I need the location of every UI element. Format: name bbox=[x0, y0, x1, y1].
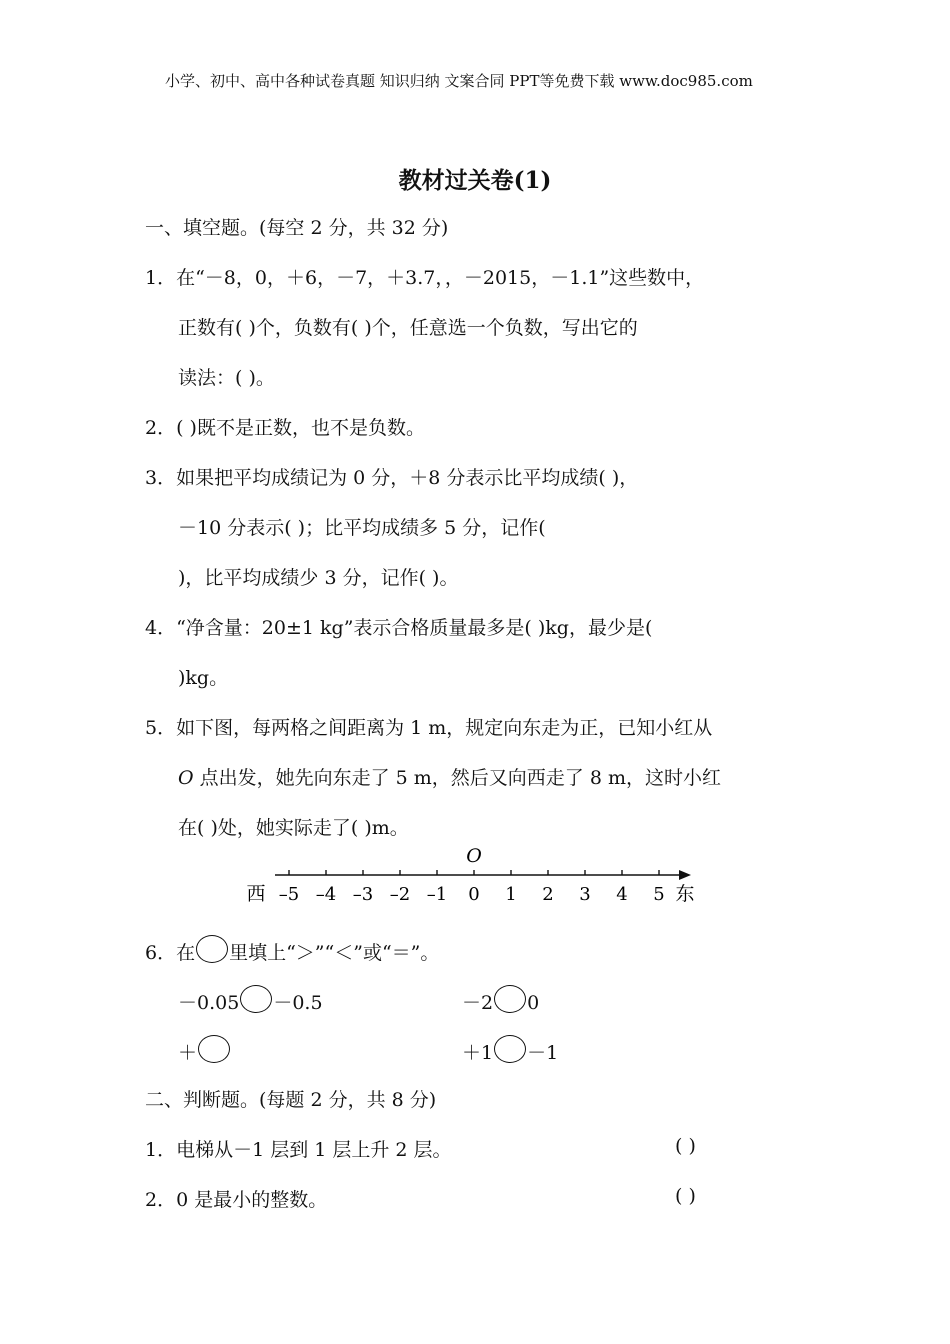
q1-line2: 正数有( )个，负数有( )个，任意选一个负数，写出它的 bbox=[178, 317, 638, 339]
number-line-tick-label: –5 bbox=[278, 884, 300, 905]
judge-answer-1[interactable]: ( ) bbox=[675, 1135, 696, 1157]
judge-item-2: 2．0 是最小的整数。 bbox=[145, 1189, 328, 1211]
q4-line1: 4．“净含量：20±1 kg”表示合格质量最多是( )kg，最少是( bbox=[145, 617, 653, 639]
q5-origin-letter: O bbox=[178, 767, 194, 789]
q2-line1: 2．( )既不是正数，也不是负数。 bbox=[145, 417, 425, 439]
q6-d-left: ＋1 bbox=[462, 1042, 494, 1064]
q6-instruction bbox=[145, 935, 439, 965]
q6-item-b bbox=[462, 985, 539, 1015]
number-line-tick-label: 5 bbox=[653, 884, 665, 905]
number-line-tick-label: 2 bbox=[542, 884, 554, 905]
number-line-tick-label: –2 bbox=[389, 884, 411, 905]
q6-c-left: ＋ bbox=[178, 1042, 198, 1064]
q1-line3: 读法：( )。 bbox=[178, 367, 275, 389]
section1-heading: 一、填空题。(每空 2 分，共 32 分) bbox=[145, 217, 449, 239]
q5-line2 bbox=[178, 763, 721, 790]
number-line-origin-label: O bbox=[466, 845, 482, 867]
number-line-tick-label: –3 bbox=[352, 884, 374, 905]
q1-line1: 1．在“－8，0，＋6，－7，＋3.7，，－2015，－1.1”这些数中， bbox=[145, 267, 705, 289]
page-header: 小学、初中、高中各种试卷真题 知识归纳 文案合同 PPT等免费下载 www.doc985.com bbox=[165, 72, 753, 90]
number-line-tick-label: 0 bbox=[468, 884, 480, 905]
q6-item-a bbox=[178, 985, 323, 1015]
blank-circle bbox=[196, 935, 228, 963]
q6-c-circle[interactable] bbox=[198, 1035, 230, 1063]
q6-b-left: －2 bbox=[462, 992, 494, 1014]
page-title: 教材过关卷(1) bbox=[398, 167, 552, 194]
q3-line3: )，比平均成绩少 3 分，记作( )。 bbox=[178, 567, 459, 589]
number-line-tick-label: 4 bbox=[616, 884, 628, 905]
q6-a-left: －0.05 bbox=[178, 992, 240, 1014]
number-line-west-label: 西 bbox=[246, 883, 266, 905]
q6-d-right: －1 bbox=[527, 1042, 559, 1064]
judge-item-1: 1．电梯从－1 层到 1 层上升 2 层。 bbox=[145, 1139, 452, 1161]
q4-line2: )kg。 bbox=[178, 667, 229, 689]
q6-b-right: 0 bbox=[527, 992, 540, 1014]
number-line bbox=[245, 840, 715, 910]
number-line-arrow bbox=[679, 870, 691, 880]
q3-line1: 3．如果把平均成绩记为 0 分，＋8 分表示比平均成绩( )， bbox=[145, 467, 639, 489]
number-line-east-label: 东 bbox=[675, 883, 695, 905]
number-line-tick-label: –4 bbox=[315, 884, 337, 905]
q6-suffix: 里填上“＞”“＜”或“＝”。 bbox=[229, 942, 440, 964]
number-line-tick-label: –1 bbox=[426, 884, 448, 905]
q6-a-right: －0.5 bbox=[273, 992, 323, 1014]
judge-answer-2[interactable]: ( ) bbox=[675, 1185, 696, 1207]
section2-heading: 二、判断题。(每题 2 分，共 8 分) bbox=[145, 1089, 437, 1111]
q5-line3: 在( )处，她实际走了( )m。 bbox=[178, 817, 409, 839]
q6-d-circle[interactable] bbox=[494, 1035, 526, 1063]
q6-item-d bbox=[462, 1035, 558, 1065]
q6-prefix: 6．在 bbox=[145, 942, 196, 964]
number-line-tick-label: 3 bbox=[579, 884, 591, 905]
number-line-tick-label: 1 bbox=[505, 884, 517, 905]
q5-line2-text: 点出发，她先向东走了 5 m，然后又向西走了 8 m，这时小红 bbox=[193, 767, 721, 789]
q3-line2: －10 分表示( )；比平均成绩多 5 分，记作( bbox=[178, 517, 546, 539]
q6-item-c bbox=[178, 1035, 231, 1065]
q6-b-circle[interactable] bbox=[494, 985, 526, 1013]
q5-line1: 5．如下图，每两格之间距离为 1 m，规定向东走为正，已知小红从 bbox=[145, 717, 713, 739]
q6-a-circle[interactable] bbox=[240, 985, 272, 1013]
